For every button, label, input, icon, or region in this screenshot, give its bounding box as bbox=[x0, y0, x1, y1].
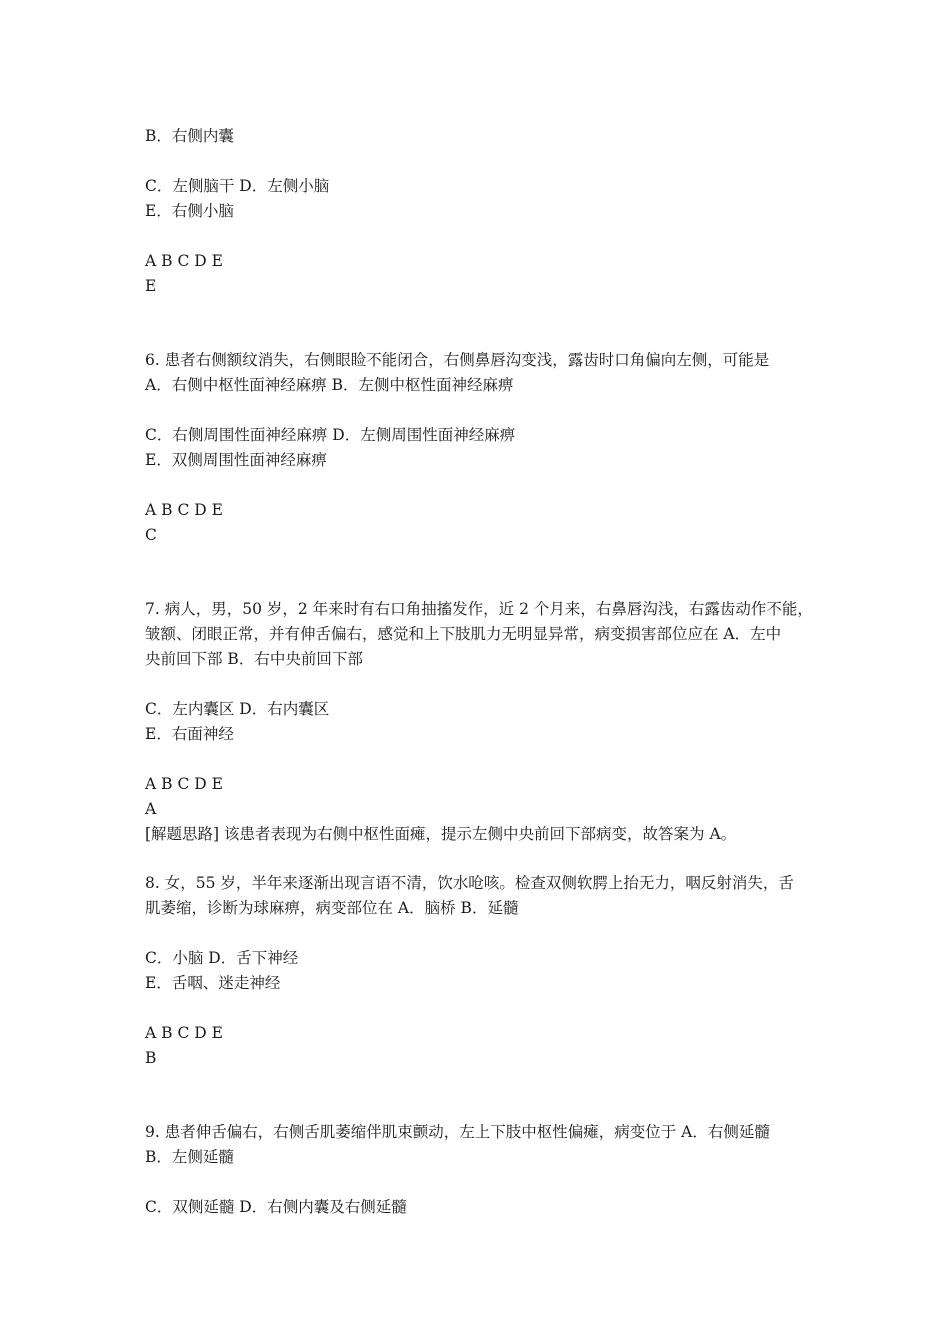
option-line: C．小脑 D．舌下神经 bbox=[145, 949, 299, 967]
option-line: E．双侧周围性面神经麻痹 bbox=[145, 451, 327, 469]
option-line: C．双侧延髓 D．右侧内囊及右侧延髓 bbox=[145, 1198, 407, 1216]
option-line: B．右侧内囊 bbox=[145, 127, 234, 145]
answer: A bbox=[145, 800, 157, 818]
option-line: B．左侧延髓 bbox=[145, 1148, 234, 1166]
choice-letters: A B C D E bbox=[145, 252, 223, 270]
answer: B bbox=[145, 1049, 157, 1067]
option-line: C．右侧周围性面神经麻痹 D．左侧周围性面神经麻痹 bbox=[145, 426, 516, 444]
question-text: 8. 女，55 岁，半年来逐渐出现言语不清，饮水呛咳。检查双侧软腭上抬无力，咽反射消失，舌 bbox=[145, 874, 794, 892]
question-text: 央前回下部 B．右中央前回下部 bbox=[145, 650, 363, 668]
question-text: 皱额、闭眼正常，并有伸舌偏右，感觉和上下肢肌力无明显异常，病变损害部位应在 A．左中 bbox=[145, 625, 782, 643]
option-line: A．右侧中枢性面神经麻痹 B．左侧中枢性面神经麻痹 bbox=[145, 376, 514, 394]
answer: E bbox=[145, 277, 157, 295]
explanation: [解题思路] 该患者表现为右侧中枢性面瘫，提示左侧中央前回下部病变，故答案为 A。 bbox=[145, 825, 737, 843]
question-text: 肌萎缩，诊断为球麻痹，病变部位在 A．脑桥 B．延髓 bbox=[145, 899, 519, 917]
choice-letters: A B C D E bbox=[145, 501, 223, 519]
question-text: 9. 患者伸舌偏右，右侧舌肌萎缩伴肌束颤动，左上下肢中枢性偏瘫，病变位于 A．右侧延髓 bbox=[145, 1123, 770, 1141]
option-line: E．舌咽、迷走神经 bbox=[145, 974, 281, 992]
choice-letters: A B C D E bbox=[145, 1024, 223, 1042]
question-text: 7. 病人，男，50 岁，2 年来时有右口角抽搐发作，近 2 个月来，右鼻唇沟浅，右露齿动作不能， bbox=[145, 600, 813, 618]
option-line: C．左侧脑干 D．左侧小脑 bbox=[145, 177, 330, 195]
option-line: E．右面神经 bbox=[145, 725, 234, 743]
option-line: C．左内囊区 D．右内囊区 bbox=[145, 700, 330, 718]
option-line: E．右侧小脑 bbox=[145, 202, 234, 220]
question-text: 6. 患者右侧额纹消失，右侧眼睑不能闭合，右侧鼻唇沟变浅，露齿时口角偏向左侧，可能是 bbox=[145, 351, 770, 369]
answer: C bbox=[145, 526, 157, 544]
choice-letters: A B C D E bbox=[145, 775, 223, 793]
